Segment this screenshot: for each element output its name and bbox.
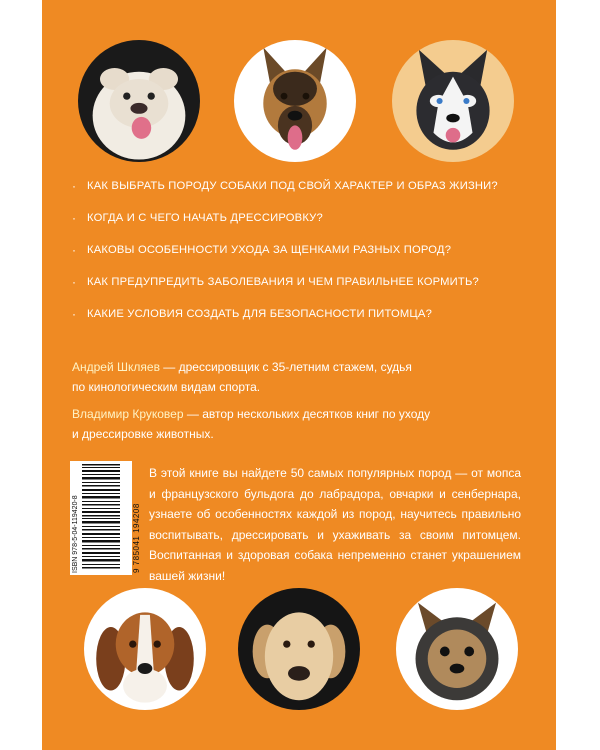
- bullet-icon: ·: [72, 307, 77, 321]
- author-bio-continued: и дрессировке животных.: [72, 427, 214, 441]
- beagle-photo: [84, 588, 206, 710]
- author-bio: — автор нескольких десятков книг по уходу: [183, 407, 431, 421]
- author-shklyaev: [72, 357, 412, 397]
- author-bio: — дрессировщик с 35-летним стажем, судья: [159, 360, 412, 374]
- bullet-icon: ·: [72, 243, 77, 257]
- bullet-icon: ·: [72, 179, 77, 193]
- author-krukover: [72, 404, 430, 444]
- book-description: В этой книге вы найдете 50 самых популярных пород — от мопса и французского бульдога до лабрадора, овчарки и сенбернара, узнаете об особенностях каждой из пород, научитесь правильно воспитывать, дрессировать и ухаживать за своим питомцем. Воспитанная и здоровая собака непременно станет украшением вашей жизни!: [149, 466, 521, 583]
- bullet-icon: ·: [72, 275, 77, 289]
- question-item: [72, 208, 498, 240]
- bullet-icon: ·: [72, 211, 77, 225]
- question-item: [72, 272, 498, 304]
- question-text: КАКОВЫ ОСОБЕННОСТИ УХОДА ЗА ЩЕНКАМИ РАЗНЫХ ПОРОД?: [87, 244, 452, 256]
- question-text: КАК ВЫБРАТЬ ПОРОДУ СОБАКИ ПОД СВОЙ ХАРАКТЕР И ОБРАЗ ЖИЗНИ?: [87, 180, 498, 192]
- isbn-digits: 9 785041 194208: [132, 503, 141, 573]
- labrador-photo: [238, 588, 360, 710]
- question-text: КАКИЕ УСЛОВИЯ СОЗДАТЬ ДЛЯ БЕЗОПАСНОСТИ ПИТОМЦА?: [87, 308, 432, 320]
- isbn-barcode: [70, 461, 141, 575]
- question-text: КОГДА И С ЧЕГО НАЧАТЬ ДРЕССИРОВКУ?: [87, 212, 323, 224]
- yorkshire-terrier-photo: [396, 588, 518, 710]
- isbn-label: ISBN 978-5-04-119420-8: [72, 495, 79, 573]
- shepherd-photo: [234, 40, 356, 162]
- husky-photo: [392, 40, 514, 162]
- barcode-icon: [82, 464, 130, 572]
- question-item: [72, 176, 498, 208]
- author-name: Андрей Шкляев: [72, 360, 160, 374]
- question-item: [72, 304, 498, 336]
- question-list: [72, 176, 498, 336]
- question-text: КАК ПРЕДУПРЕДИТЬ ЗАБОЛЕВАНИЯ И ЧЕМ ПРАВИЛЬНЕЕ КОРМИТЬ?: [87, 276, 479, 288]
- author-name: Владимир Круковер: [72, 407, 184, 421]
- question-item: [72, 240, 498, 272]
- bulldog-photo: [78, 40, 200, 162]
- author-bio-continued: по кинологическим видам спорта.: [72, 380, 261, 394]
